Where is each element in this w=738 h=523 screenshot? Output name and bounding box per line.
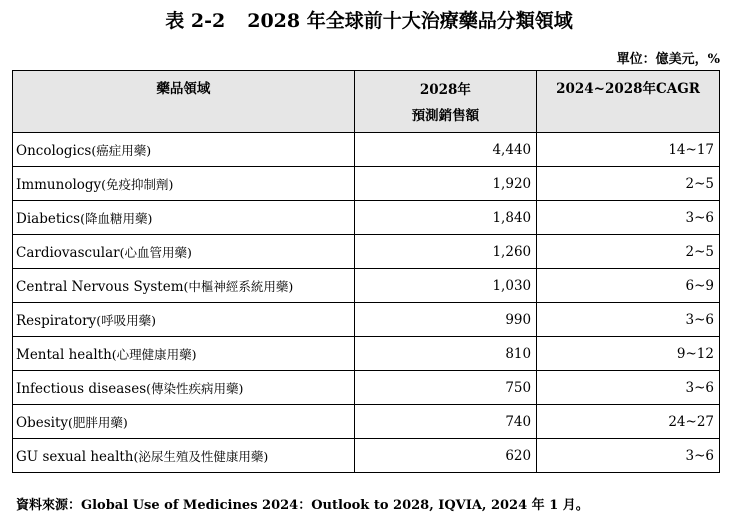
- category-name-zh: (降血糖用藥): [80, 210, 153, 226]
- table-row: [13, 337, 720, 371]
- sales-cell: 1,260: [354, 235, 536, 269]
- category-name-zh: (心血管用藥): [119, 244, 192, 260]
- category-name-en: Immunology: [16, 176, 102, 193]
- cagr-cell: 24~27: [537, 405, 720, 439]
- category-name-zh: (心理健康用藥): [111, 346, 197, 362]
- unit-label: 單位：億美元，%: [616, 52, 720, 67]
- sales-cell: 1,030: [354, 269, 536, 303]
- drug-category-table: [12, 70, 720, 473]
- sales-cell: 750: [354, 371, 536, 405]
- sales-cell: 1,920: [354, 167, 536, 201]
- cagr-cell: 14~17: [537, 133, 720, 167]
- category-name-en: Central Nervous System: [16, 278, 184, 295]
- category-name-en: Mental health: [16, 346, 112, 363]
- category-name-zh: (肥胖用藥): [68, 414, 128, 430]
- table-row: [13, 405, 720, 439]
- cagr-cell: 3~6: [537, 303, 720, 337]
- category-name-en: Cardiovascular: [16, 244, 120, 261]
- category-cell: [13, 371, 355, 405]
- category-name-en: Obesity: [16, 414, 68, 431]
- category-cell: [13, 303, 355, 337]
- table-title: [0, 6, 738, 33]
- table-row: [13, 133, 720, 167]
- header-category: 藥品領域: [13, 71, 355, 133]
- sales-cell: 990: [354, 303, 536, 337]
- category-name-zh: (傳染性疾病用藥): [146, 380, 244, 396]
- cagr-cell: 2~5: [537, 235, 720, 269]
- cagr-cell: 2~5: [537, 167, 720, 201]
- category-cell: [13, 439, 355, 473]
- header-sales: [354, 71, 536, 133]
- sales-cell: 4,440: [354, 133, 536, 167]
- cagr-cell: 9~12: [537, 337, 720, 371]
- category-cell: [13, 337, 355, 371]
- category-name-zh: (中樞神經系統用藥): [183, 278, 294, 294]
- table-row: [13, 235, 720, 269]
- category-name-zh: (免疫抑制劑): [101, 176, 174, 192]
- category-cell: [13, 269, 355, 303]
- table-number: 表 2-2: [165, 10, 226, 32]
- category-cell: [13, 167, 355, 201]
- source-note: 資料來源：Global Use of Medicines 2024：Outlook to 2028, IQVIA, 2024 年 1 月。: [16, 498, 589, 513]
- table-body: [13, 133, 720, 473]
- category-name-en: Oncologics: [16, 142, 92, 159]
- category-name-en: Infectious diseases: [16, 380, 147, 397]
- cagr-cell: 3~6: [537, 439, 720, 473]
- category-cell: [13, 405, 355, 439]
- category-name-zh: (癌症用藥): [91, 142, 152, 158]
- cagr-cell: 3~6: [537, 371, 720, 405]
- header-sales-line1: 2028年: [419, 82, 471, 98]
- category-name-zh: (呼吸用藥): [96, 312, 156, 328]
- table-row: [13, 167, 720, 201]
- header-sales-line2: 預測銷售額: [411, 108, 480, 124]
- category-cell: [13, 133, 355, 167]
- category-cell: [13, 235, 355, 269]
- category-cell: [13, 201, 355, 235]
- table-title-text: 2028 年全球前十大治療藥品分類領域: [247, 10, 573, 32]
- category-name-en: Respiratory: [16, 312, 97, 329]
- cagr-cell: 3~6: [537, 201, 720, 235]
- category-name-en: Diabetics: [16, 210, 81, 227]
- sales-cell: 620: [354, 439, 536, 473]
- category-name-en: GU sexual health: [16, 448, 134, 465]
- sales-cell: 1,840: [354, 201, 536, 235]
- sales-cell: 810: [354, 337, 536, 371]
- sales-cell: 740: [354, 405, 536, 439]
- table-row: [13, 201, 720, 235]
- table-row: [13, 439, 720, 473]
- table-row: [13, 303, 720, 337]
- table-row: [13, 269, 720, 303]
- table-row: [13, 371, 720, 405]
- header-cagr: 2024~2028年CAGR: [537, 71, 720, 133]
- cagr-cell: 6~9: [537, 269, 720, 303]
- table-header-row: [13, 71, 720, 133]
- category-name-zh: (泌尿生殖及性健康用藥): [133, 448, 269, 464]
